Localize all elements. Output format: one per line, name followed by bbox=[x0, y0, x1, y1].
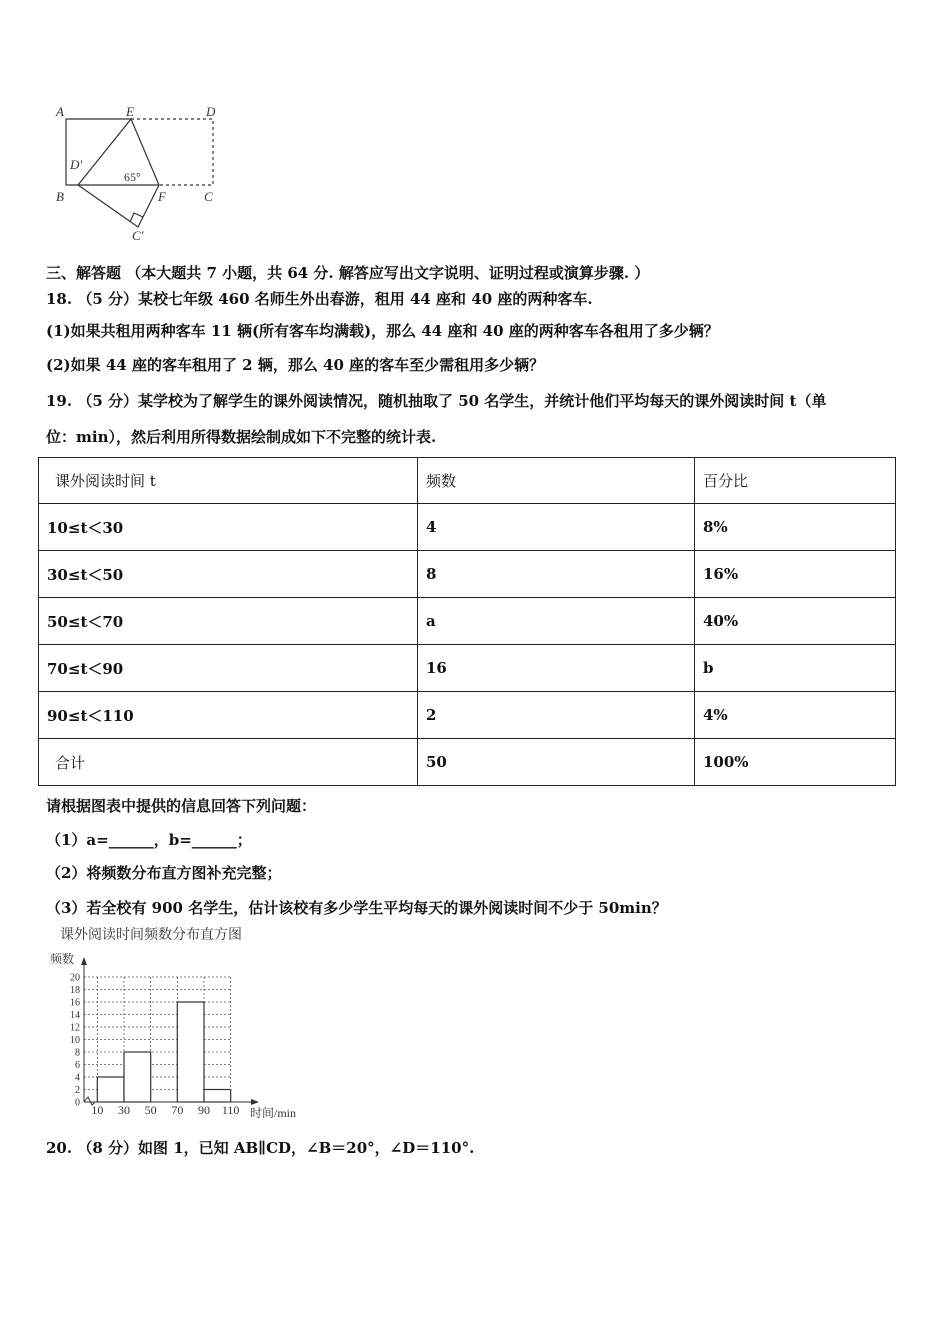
label-d: D bbox=[206, 104, 216, 119]
cell-range: 30≤t＜50 bbox=[39, 551, 418, 598]
y-tick-label: 10 bbox=[70, 1035, 80, 1046]
cell-total-percent: 100% bbox=[695, 739, 896, 786]
cell-percent: b bbox=[695, 645, 896, 692]
table-header-row bbox=[39, 458, 896, 504]
x-axis-label: 时间/min bbox=[250, 1106, 297, 1120]
cell-total-label: 合计 bbox=[39, 739, 418, 786]
q18-part1: (1)如果共租用两种客车 11 辆(所有客车均满载)，那么 44 座和 40 座的两种客车各租用了多少辆？ bbox=[46, 322, 719, 340]
q19-stem-line2: 位：min），然后利用所得数据绘制成如下不完整的统计表. bbox=[46, 428, 437, 446]
figure-folded-part bbox=[78, 119, 159, 227]
histogram-bar bbox=[177, 1002, 204, 1102]
section-heading: 三、解答题 （本大题共 7 小题，共 64 分. 解答应写出文字说明、证明过程或演算步骤. ） bbox=[46, 264, 650, 282]
table-row bbox=[39, 692, 896, 739]
histogram-bar bbox=[124, 1052, 151, 1102]
q20-stem: 20. （8 分）如图 1，已知 AB∥CD，∠B＝20°，∠D＝110°. bbox=[46, 1139, 475, 1157]
cell-frequency: 8 bbox=[418, 551, 695, 598]
y-axis-arrow bbox=[81, 957, 87, 965]
cell-range: 50≤t＜70 bbox=[39, 598, 418, 645]
frequency-histogram bbox=[48, 922, 318, 1122]
cell-range: 70≤t＜90 bbox=[39, 645, 418, 692]
table-total-row bbox=[39, 739, 896, 786]
x-tick-label: 110 bbox=[221, 1103, 240, 1117]
y-tick-label: 14 bbox=[70, 1010, 80, 1021]
label-d-prime: D′ bbox=[70, 157, 83, 172]
y-tick-label: 4 bbox=[75, 1072, 80, 1084]
x-tick-label: 10 bbox=[91, 1103, 104, 1117]
chart-title: 课外阅读时间频数分布直方图 bbox=[60, 928, 242, 943]
table-row bbox=[39, 645, 896, 692]
label-b: B bbox=[56, 189, 64, 204]
y-tick-label: 2 bbox=[75, 1085, 80, 1096]
label-e: E bbox=[126, 104, 134, 119]
reading-time-table bbox=[38, 457, 896, 786]
y-tick-label: 8 bbox=[75, 1047, 80, 1059]
cell-range: 90≤t＜110 bbox=[39, 692, 418, 739]
header-frequency: 频数 bbox=[418, 458, 695, 504]
cell-frequency: 16 bbox=[418, 645, 695, 692]
q18-stem: 18. （5 分）某校七年级 460 名师生外出春游，租用 44 座和 40 座的两种客车. bbox=[46, 290, 593, 308]
folding-rectangle-figure bbox=[48, 100, 238, 245]
histogram-bar bbox=[204, 1090, 231, 1103]
q18-part2: (2)如果 44 座的客车租用了 2 辆，那么 40 座的客车至少需租用多少辆？ bbox=[46, 356, 545, 374]
y-tick-label: 6 bbox=[75, 1060, 80, 1071]
figure-dashed-outline bbox=[131, 119, 213, 185]
q19-sub1: （1）a=______，b=______； bbox=[46, 831, 252, 849]
header-percent: 百分比 bbox=[695, 458, 896, 504]
cell-percent: 8% bbox=[695, 504, 896, 551]
q19-stem-line1: 19. （5 分）某学校为了解学生的课外阅读情况，随机抽取了 50 名学生，并统计他们平均每天的课外阅读时间 t（单 bbox=[46, 392, 827, 410]
cell-frequency: a bbox=[418, 598, 695, 645]
cell-percent: 16% bbox=[695, 551, 896, 598]
y-tick-label: 0 bbox=[75, 1097, 80, 1109]
cell-frequency: 2 bbox=[418, 692, 695, 739]
y-tick-label: 12 bbox=[70, 1022, 80, 1034]
y-tick-label: 20 bbox=[70, 972, 80, 984]
table-row bbox=[39, 598, 896, 645]
y-tick-label: 18 bbox=[70, 985, 80, 996]
x-tick-label: 90 bbox=[198, 1103, 210, 1117]
q19-sub2: （2）将频数分布直方图补充完整； bbox=[46, 864, 282, 882]
q19-prompt: 请根据图表中提供的信息回答下列问题： bbox=[46, 797, 317, 815]
x-axis-arrow bbox=[251, 1099, 259, 1105]
table-row bbox=[39, 551, 896, 598]
x-tick-label: 30 bbox=[118, 1103, 130, 1117]
x-tick-label: 50 bbox=[144, 1103, 157, 1117]
y-axis-label: 频数 bbox=[50, 952, 75, 966]
label-c: C bbox=[204, 189, 213, 204]
label-c-prime: C′ bbox=[132, 228, 144, 243]
cell-percent: 40% bbox=[695, 598, 896, 645]
cell-frequency: 4 bbox=[418, 504, 695, 551]
label-angle: 65° bbox=[124, 170, 141, 184]
cell-range: 10≤t＜30 bbox=[39, 504, 418, 551]
table-row bbox=[39, 504, 896, 551]
cell-total-frequency: 50 bbox=[418, 739, 695, 786]
cell-percent: 4% bbox=[695, 692, 896, 739]
x-tick-label: 70 bbox=[171, 1103, 184, 1117]
header-time: 课外阅读时间 t bbox=[39, 458, 418, 504]
histogram-bar bbox=[97, 1077, 124, 1102]
q19-sub3: （3）若全校有 900 名学生，估计该校有多少学生平均每天的课外阅读时间不少于 50min？ bbox=[46, 899, 667, 917]
y-tick-label: 16 bbox=[70, 997, 80, 1009]
label-a: A bbox=[56, 104, 64, 119]
label-f: F bbox=[158, 189, 166, 204]
